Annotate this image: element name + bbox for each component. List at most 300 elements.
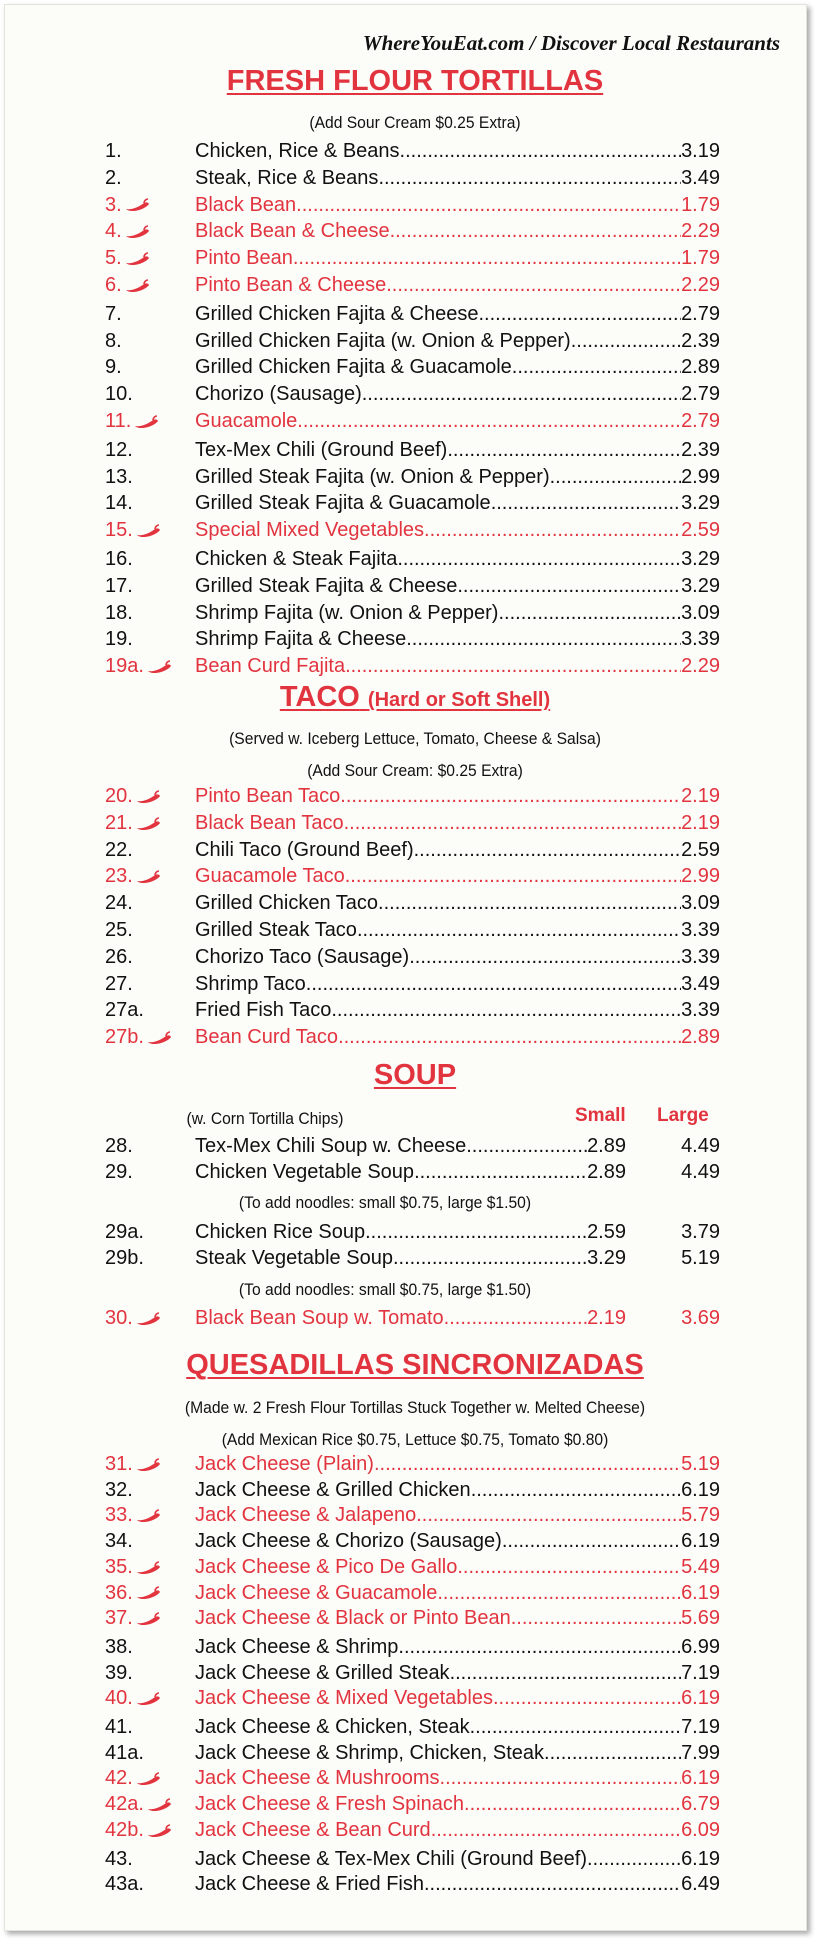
item-price: 3.29 [681,548,720,570]
menu-item-row [105,1740,720,1766]
dot-leader [306,971,681,997]
item-price: 2.29 [681,220,720,243]
item-number-text: 11. [105,410,132,432]
item-line [195,1634,720,1660]
item-number-text: 28. [105,1135,133,1157]
dot-leader [390,218,682,244]
menu-item-row [105,165,720,191]
item-name: Jack Cheese & Black or Pinto Bean [195,1607,511,1630]
item-number-text: 15. [105,519,133,542]
item-number [105,944,133,970]
menu-item-row [105,464,720,490]
item-number-text: 41a. [105,1741,144,1764]
item-number-text: 26. [105,945,133,968]
item-name: Chorizo Taco (Sausage) [195,945,410,968]
menu-item-row [105,890,720,916]
menu-item-row [105,546,720,572]
item-number-text: 12. [105,438,133,461]
item-price: 1.79 [681,247,720,270]
item-name: Jack Cheese & Tex-Mex Chili (Ground Beef) [195,1847,588,1870]
item-price: 6.19 [681,1530,720,1553]
item-number [105,1305,161,1331]
item-price: 5.79 [681,1504,720,1527]
dot-leader [416,1502,681,1528]
item-number-text: 27a. [105,999,144,1022]
item-price: 5.19 [681,1453,720,1475]
menu-item-row [105,600,720,626]
item-price: 5.69 [681,1607,720,1630]
item-name: Guacamole Taco [195,865,345,888]
item-number [105,218,150,244]
chili-pepper-icon [135,1312,161,1326]
item-line [195,917,720,943]
chili-pepper-icon [135,1772,161,1786]
item-price: 3.39 [681,919,720,941]
item-line [195,517,720,543]
item-line [195,1477,720,1503]
dot-leader [437,1580,681,1606]
dot-leader [471,1477,681,1503]
dot-leader [338,1024,681,1050]
item-name: Chili Taco (Ground Beef) [195,838,414,861]
item-line [195,192,720,218]
dot-leader [512,354,681,380]
item-name: Jack Cheese & Chicken, Steak [195,1716,470,1738]
menu-item-row [105,1817,720,1843]
item-price: 2.19 [681,811,720,834]
item-price: 6.49 [681,1873,720,1896]
chili-pepper-icon [135,1458,161,1472]
item-number [105,546,133,572]
item-price: 2.89 [681,356,720,379]
item-number-text: 18. [105,601,133,624]
item-number-text: 40. [105,1687,133,1710]
dot-leader [424,1871,681,1897]
menu-item-row [105,1660,720,1686]
item-number [105,1740,144,1766]
item-number [105,1791,172,1817]
dot-leader [344,810,681,836]
item-number-text: 42b. [105,1818,144,1841]
item-number-text: 38. [105,1635,133,1658]
item-name: Jack Cheese & Shrimp, Chicken, Steak [195,1741,545,1764]
dot-leader [457,1554,681,1580]
item-number [105,600,133,626]
taco-note-sour-cream: (Add Sour Cream: $0.25 Extra) [307,761,523,780]
item-name: Shrimp Fajita (w. Onion & Pepper) [195,601,499,624]
item-line [195,1554,720,1580]
item-number [105,517,161,543]
item-number [105,917,133,943]
item-line [195,408,720,434]
item-line [195,997,720,1023]
chili-pepper-icon [124,252,150,266]
item-price-small: 2.89 [587,1135,626,1157]
item-number-text: 42. [105,1767,133,1790]
chili-pepper-icon [124,198,150,212]
item-price: 1.79 [681,193,720,216]
soup-item-row [105,1219,720,1245]
item-line [195,573,720,599]
item-number-text: 22. [105,838,133,861]
item-price: 2.29 [681,274,720,296]
chili-pepper-icon [135,870,161,884]
item-line [195,971,720,997]
item-price: 6.09 [681,1818,720,1841]
chili-pepper-icon [124,279,150,293]
menu-item-row [105,1605,720,1631]
item-line [195,1528,720,1554]
item-name: Grilled Chicken Fajita & Cheese [195,302,479,325]
dot-leader [365,1219,587,1245]
item-price: 6.99 [681,1635,720,1658]
item-number [105,272,150,298]
dot-leader [331,997,681,1023]
item-number-text: 29b. [105,1247,144,1269]
dot-leader [293,245,681,271]
item-price: 2.99 [681,465,720,488]
section-title-soup: SOUP [373,1059,457,1091]
item-price: 2.39 [681,438,720,461]
item-name: Jack Cheese & Guacamole [195,1581,438,1604]
item-price: 2.89 [681,1026,720,1049]
item-name: Grilled Chicken Fajita (w. Onion & Pepper) [195,329,571,352]
dot-leader [400,138,682,164]
item-number [105,1580,161,1606]
item-name: Shrimp Fajita & Cheese [195,628,407,651]
item-line [195,1714,720,1740]
chili-pepper-icon [135,1509,161,1523]
dot-leader [491,490,681,516]
item-name: Grilled Steak Fajita (w. Onion & Pepper) [195,465,550,488]
item-price-small: 2.19 [587,1307,626,1329]
section-title-quesadillas: QUESADILLAS SINCRONIZADAS [186,1349,644,1381]
item-number-text: 35. [105,1555,133,1578]
chili-pepper-icon [146,1798,172,1812]
menu-item-row [105,1871,720,1897]
item-name: Jack Cheese & Pico De Gallo [195,1555,458,1578]
menu-item-row [105,626,720,652]
item-price-small: 2.59 [587,1221,626,1243]
dot-leader [340,783,681,809]
section-title-taco [5,681,807,714]
item-line [195,600,720,626]
item-price: 6.19 [681,1581,720,1604]
item-name: Grilled Steak Fajita & Cheese [195,574,458,597]
item-line [195,1133,626,1159]
item-number-text: 1. [105,140,122,162]
item-price: 6.79 [681,1793,720,1816]
item-line [195,272,720,298]
item-price: 2.59 [681,838,720,861]
item-price: 3.39 [681,945,720,968]
item-number [105,1871,144,1897]
item-number [105,464,133,490]
menu-item-row [105,192,720,218]
section-title-tortillas: FRESH FLOUR TORTILLAS [226,65,604,97]
dot-leader [431,1817,681,1843]
item-name: Chicken, Rice & Beans [195,140,400,162]
dot-leader [511,1605,681,1631]
item-price: 6.19 [681,1478,720,1501]
item-number [105,837,133,863]
dot-leader [296,192,681,218]
item-name: Bean Curd Fajita [195,655,346,678]
menu-item-row [105,1846,720,1872]
item-number [105,1477,133,1503]
item-number-text: 25. [105,919,133,941]
item-price-large: 4.49 [681,1135,720,1157]
item-line [195,890,720,916]
dot-leader [378,890,681,916]
item-number [105,573,133,599]
item-price: 6.19 [681,1847,720,1870]
chili-pepper-icon [146,1824,172,1838]
menu-item-row [105,1554,720,1580]
item-line [195,354,720,380]
menu-item-row [105,490,720,516]
quesadillas-note-add: (Add Mexican Rice $0.75, Lettuce $0.75, Tomato $0.80) [221,1430,609,1449]
menu-item-row [105,218,720,244]
item-number [105,192,150,218]
item-number-text: 37. [105,1607,133,1630]
item-line [195,1451,720,1477]
menu-item-row [105,1714,720,1740]
item-name: Grilled Chicken Taco [195,892,379,915]
item-line [195,1685,720,1711]
dot-leader [414,837,681,863]
dot-leader [362,381,681,407]
item-line [195,1791,720,1817]
soup-noodles-note-1: (To add noodles: small $0.75, large $1.50) [238,1193,532,1212]
item-number [105,245,150,271]
item-number-text: 8. [105,329,122,352]
item-price: 3.09 [681,601,720,624]
chili-pepper-icon [146,1031,172,1045]
item-line [195,1024,720,1050]
item-line [195,1502,720,1528]
dot-leader [498,600,681,626]
item-price: 3.39 [681,628,720,651]
chili-pepper-icon [146,660,172,674]
menu-item-row [105,944,720,970]
chili-pepper-icon [135,817,161,831]
item-number [105,653,172,679]
menu-item-row [105,437,720,463]
chili-pepper-icon [133,415,159,429]
item-price-large: 3.69 [681,1307,720,1329]
item-number [105,1765,161,1791]
item-name: Jack Cheese & Bean Curd [195,1818,431,1841]
item-number [105,863,161,889]
item-price: 2.29 [681,655,720,678]
item-number-text: 24. [105,892,133,915]
item-name: Tex-Mex Chili Soup w. Cheese [195,1135,467,1157]
item-line [195,1765,720,1791]
item-price-large: 5.19 [681,1247,720,1269]
item-name: Grilled Steak Taco [195,919,357,941]
item-name: Black Bean Soup w. Tomato [195,1307,444,1329]
chili-pepper-icon [135,524,161,538]
item-price: 7.19 [681,1716,720,1738]
dot-leader [444,1305,587,1331]
taco-title: TACO [279,681,360,713]
item-name: Jack Cheese & Fried Fish [195,1873,424,1896]
item-line [195,626,720,652]
item-line [195,546,720,572]
item-number [105,1219,144,1245]
item-price: 3.29 [681,574,720,597]
item-number-text: 23. [105,865,133,888]
item-number-text: 33. [105,1504,133,1527]
item-name: Jack Cheese & Shrimp [195,1635,399,1658]
item-number [105,381,133,407]
item-price: 3.09 [681,892,720,915]
dot-leader [409,944,681,970]
item-line [195,328,720,354]
menu-item-row [105,971,720,997]
menu-page [4,4,807,1931]
item-line [195,1580,720,1606]
item-number-text: 41. [105,1716,133,1738]
item-number [105,1817,172,1843]
soup-item-row [105,1133,720,1159]
item-number [105,626,133,652]
menu-item-row [105,1477,720,1503]
item-name: Jack Cheese & Chorizo (Sausage) [195,1530,502,1553]
item-number [105,1605,161,1631]
item-name: Steak Vegetable Soup [195,1247,393,1269]
item-number [105,1159,133,1185]
item-price-large: 3.79 [681,1221,720,1243]
item-number-text: 27. [105,972,133,995]
item-name: Black Bean Taco [195,811,344,834]
item-price: 2.79 [681,410,720,432]
item-name: Steak, Rice & Beans [195,166,379,189]
item-number [105,1133,133,1159]
soup-noodles-note-2: (To add noodles: small $0.75, large $1.50) [238,1280,532,1299]
item-name: Chicken Vegetable Soup [195,1161,415,1183]
item-name: Pinto Bean Taco [195,785,341,807]
item-number [105,490,133,516]
menu-item-row [105,245,720,271]
item-number [105,1634,133,1660]
chili-pepper-icon [124,225,150,239]
item-number-text: 3. [105,193,122,216]
menu-item-row [105,1791,720,1817]
item-line [195,301,720,327]
item-number-text: 21. [105,811,133,834]
menu-item-row [105,810,720,836]
item-line [195,1846,720,1872]
item-line [195,1660,720,1686]
item-number [105,408,159,434]
dot-leader [424,517,681,543]
dot-leader [386,272,681,298]
item-number-text: 42a. [105,1793,144,1816]
item-line [195,1219,626,1245]
item-number-text: 14. [105,492,133,515]
dot-leader [550,464,681,490]
item-line [195,1245,626,1271]
menu-item-row [105,408,720,434]
menu-item-row [105,381,720,407]
item-number [105,165,122,191]
item-number-text: 43a. [105,1873,144,1896]
item-number [105,1528,133,1554]
menu-item-row [105,272,720,298]
dot-leader [297,408,681,434]
dot-leader [406,626,681,652]
site-header[interactable]: WhereYouEat.com / Discover Local Restaurants [362,31,780,55]
item-number [105,1685,161,1711]
item-name: Jack Cheese & Mixed Vegetables [195,1687,493,1710]
item-name: Black Bean [195,193,297,216]
item-line [195,1817,720,1843]
dot-leader [502,1528,681,1554]
menu-item-row [105,1685,720,1711]
item-number [105,997,144,1023]
item-name: Chicken & Steak Fajita [195,548,398,570]
item-number-text: 19a. [105,655,144,678]
dot-leader [544,1740,681,1766]
menu-item-row [105,837,720,863]
item-line [195,138,720,164]
dot-leader [345,863,681,889]
item-number-text: 4. [105,220,122,243]
item-number [105,354,122,380]
item-number-text: 2. [105,166,122,189]
item-number-text: 19. [105,628,133,651]
item-price: 7.99 [681,1741,720,1764]
item-number-text: 27b. [105,1026,144,1049]
soup-small-label: Small [575,1105,626,1126]
item-number-text: 32. [105,1478,133,1501]
dot-leader [374,1451,681,1477]
menu-item-row [105,917,720,943]
item-line [195,1740,720,1766]
item-price: 2.39 [681,329,720,352]
item-price: 3.29 [681,492,720,515]
menu-item-row [105,997,720,1023]
item-number [105,1451,161,1477]
item-price: 3.19 [681,140,720,162]
item-line [195,464,720,490]
item-price: 2.79 [681,302,720,325]
item-name: Tex-Mex Chili (Ground Beef) [195,438,448,461]
item-name: Pinto Bean [195,247,293,270]
chili-pepper-icon [135,790,161,804]
item-number-text: 9. [105,356,122,379]
item-price-small: 2.89 [587,1161,626,1183]
item-line [195,1605,720,1631]
dot-leader [571,328,681,354]
item-number-text: 39. [105,1661,133,1684]
item-price: 6.19 [681,1687,720,1710]
chili-pepper-icon [135,1561,161,1575]
dot-leader [470,1714,681,1740]
dot-leader [393,1245,587,1271]
dot-leader [378,165,681,191]
item-number-text: 29a. [105,1221,144,1243]
item-price: 5.49 [681,1555,720,1578]
item-number [105,301,122,327]
item-number-text: 16. [105,548,133,570]
item-number-text: 36. [105,1581,133,1604]
item-name: Black Bean & Cheese [195,220,390,243]
dot-leader [345,653,681,679]
item-line [195,381,720,407]
